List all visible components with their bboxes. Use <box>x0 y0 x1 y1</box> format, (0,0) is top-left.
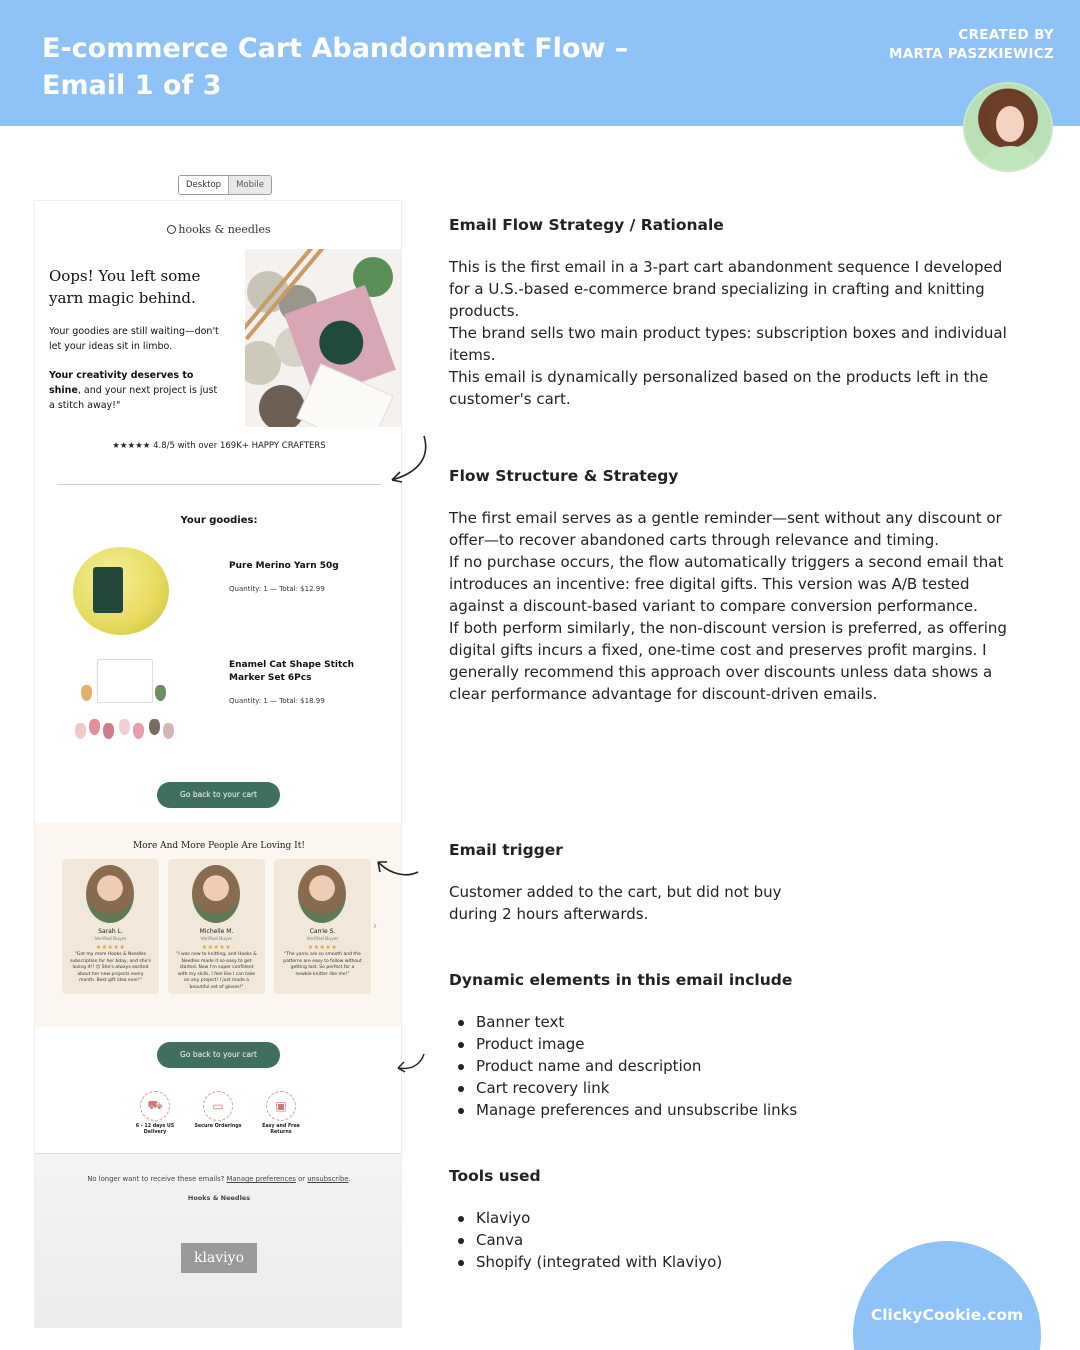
created-by-label: CREATED BY <box>958 27 1054 43</box>
product-meta: Quantity: 1 — Total: $12.99 <box>229 585 325 593</box>
structure-section <box>449 467 1019 705</box>
feature-returns: ▣ Easy and Free Returns <box>251 1091 311 1136</box>
review-card <box>168 859 265 994</box>
list-item: Canva <box>449 1229 1019 1251</box>
list-item: Product name and description <box>449 1055 1019 1077</box>
product-meta: Quantity: 1 — Total: $18.99 <box>229 697 325 705</box>
list-item: Banner text <box>449 1011 1019 1033</box>
reviews-heading: More And More People Are Loving It! <box>133 841 305 851</box>
verified-badge: Verified Buyer <box>200 937 233 942</box>
verified-badge: Verified Buyer <box>306 937 339 942</box>
trigger-section <box>449 841 1019 925</box>
go-back-to-cart-button[interactable]: Go back to your cart <box>157 782 280 808</box>
section-body: This is the first email in a 3-part cart abandonment sequence I developed for a U.S.-based e-commerce brand specializing in crafting and knitting products. The brand sells two main product types: subscription boxes and individual items. This email is dynamically personalized based on the products left in the customer's cart. <box>449 258 1007 408</box>
section-heading: Email Flow Strategy / Rationale <box>449 216 724 234</box>
footer-brand: Hooks & Needles <box>187 1194 251 1202</box>
section-heading: Dynamic elements in this email include <box>449 971 793 989</box>
reviewer-photo <box>298 865 346 923</box>
yarn-ball-icon <box>167 225 176 234</box>
manage-preferences-link[interactable]: Manage preferences <box>226 1175 296 1183</box>
goodies-heading: Your goodies: <box>180 515 258 526</box>
hero-text-emphasis: Your creativity deserves to shine, and your next project is just a stitch away!" <box>49 370 218 411</box>
review-text: "The yarns are so smooth and the patterns are easy to follow without getting lost. So perfect for a newbie knitter like me!" <box>283 952 362 977</box>
list-item: Product image <box>449 1033 1019 1055</box>
arrow-icon <box>384 432 432 486</box>
rating-summary: ★★★★★ 4.8/5 with over 169K+ HAPPY CRAFTERS <box>112 441 326 451</box>
review-text: "Got my mom Hooks & Needles subscription for her bday, and she's loving it!! 😊 She's always excited about her new projects every month. Best gift idea ever!" <box>70 952 151 983</box>
author-avatar <box>963 82 1053 172</box>
list-item: Shopify (integrated with Klaviyo) <box>449 1251 1019 1273</box>
review-stars: ★★★★★ <box>95 944 126 951</box>
product-name: Enamel Cat Shape Stitch Marker Set 6Pcs <box>229 660 354 683</box>
brand-site-link[interactable]: ClickyCookie.com <box>870 1306 1024 1324</box>
unsubscribe-text: No longer want to receive these emails? Manage preferences or unsubscribe. <box>87 1175 351 1183</box>
product-image-markers[interactable] <box>75 657 175 757</box>
author-name: MARTA PASZKIEWICZ <box>888 46 1054 62</box>
section-heading: Email trigger <box>449 841 563 859</box>
reviewer-name: Carrie S. <box>309 928 336 935</box>
review-card <box>274 859 371 994</box>
feature-secure: ▭ Secure Orderings <box>188 1091 248 1130</box>
brand-logo: hooks & needles <box>35 223 402 236</box>
section-heading: Tools used <box>449 1167 541 1185</box>
hero-heading: Oops! You left some yarn magic behind. <box>49 267 201 307</box>
unsubscribe-link[interactable]: unsubscribe <box>307 1175 349 1183</box>
rationale-section <box>449 216 1019 410</box>
tab-mobile[interactable]: Mobile <box>228 176 271 194</box>
hero-product-collage <box>245 249 402 427</box>
chevron-right-icon[interactable]: › <box>373 921 377 932</box>
page-title: E-commerce Cart Abandonment Flow – Email 1 of 3 <box>42 33 629 101</box>
list-item: Cart recovery link <box>449 1077 1019 1099</box>
section-body: Customer added to the cart, but did not buy during 2 hours afterwards. <box>449 883 782 923</box>
arrow-icon <box>372 854 422 880</box>
go-back-to-cart-button[interactable]: Go back to your cart <box>157 1042 280 1068</box>
section-body: The first email serves as a gentle reminder—sent without any discount or offer—to recover abandoned carts through relevance and timing. If no purchase occurs, the flow automatically triggers a second email that introduces an incentive: free digital gifts. This version was A/B tested against a discount-based variant to compare conversion performance. If both perform similarly, the non-discount version is preferred, as offering digital gifts incurs a fixed, one-time cost and preserves profit margins. I generally recommend this approach over discounts unless data shows a clear performance advantage for discount-driven emails. <box>449 509 1007 703</box>
preview-toggle <box>178 175 272 195</box>
arrow-icon <box>394 1050 428 1074</box>
return-box-icon: ▣ <box>266 1091 296 1121</box>
secure-card-icon: ▭ <box>203 1091 233 1121</box>
reviewer-photo <box>86 865 134 923</box>
hero-text: Your goodies are still waiting—don't let your ideas sit in limbo. <box>49 326 219 352</box>
divider <box>57 484 381 485</box>
yarn-label <box>93 567 123 613</box>
list-item: Klaviyo <box>449 1207 1019 1229</box>
dynamic-elements-section <box>449 971 1019 1121</box>
review-stars: ★★★★★ <box>307 944 338 951</box>
reviewer-name: Michelle M. <box>199 928 234 935</box>
delivery-truck-icon: ⛟ <box>140 1091 170 1121</box>
product-name: Pure Merino Yarn 50g <box>229 561 339 571</box>
section-heading: Flow Structure & Strategy <box>449 467 679 485</box>
dynamic-elements-list <box>449 1011 1019 1121</box>
review-stars: ★★★★★ <box>201 944 232 951</box>
verified-badge: Verified Buyer <box>94 937 127 942</box>
list-item: Manage preferences and unsubscribe links <box>449 1099 1019 1121</box>
klaviyo-badge: klaviyo <box>181 1243 257 1273</box>
reviewer-photo <box>192 865 240 923</box>
review-text: "I was new to knitting, and Hooks & Needles made it so easy to get started. Now I'm super confident with my skills, I feel like I can take on any project! I just made a beautiful set of gloves!" <box>176 952 257 990</box>
tab-desktop[interactable]: Desktop <box>179 176 228 194</box>
feature-delivery: ⛟ 6 - 12 days US Delivery <box>125 1091 185 1136</box>
reviewer-name: Sarah L. <box>98 928 123 935</box>
author-credit <box>889 26 1054 64</box>
header-banner <box>0 0 1080 126</box>
review-card <box>62 859 159 994</box>
email-preview <box>34 200 402 1328</box>
